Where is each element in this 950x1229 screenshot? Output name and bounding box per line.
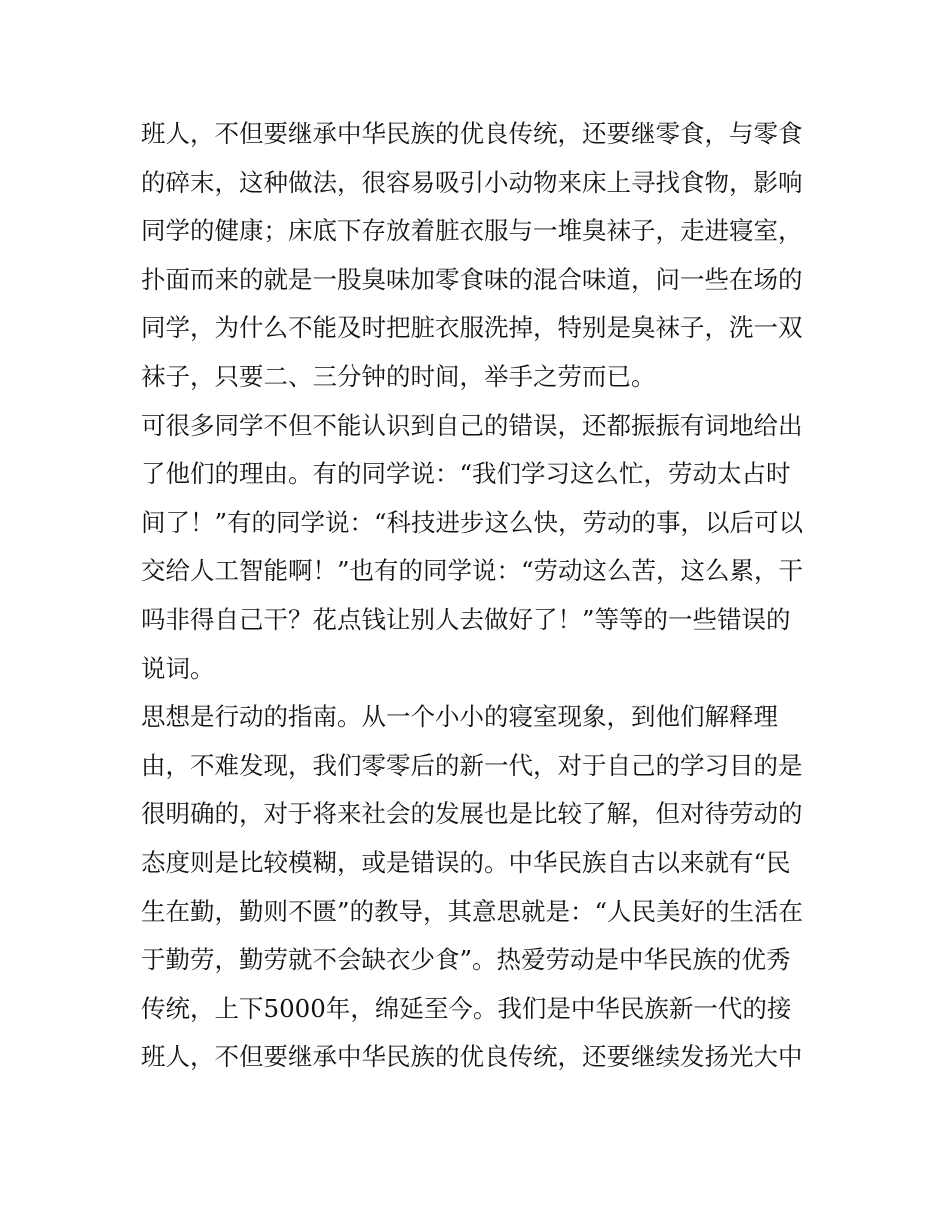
text-line: 的碎末，这种做法，很容易吸引小动物来床上寻找食物，影响 (141, 167, 803, 197)
body-text (141, 110, 821, 1082)
text-line: 可很多同学不但不能认识到自己的错误，还都振振有词地给出 (141, 410, 803, 440)
text-line: 同学，为什么不能及时把脏衣服洗掉，特别是臭袜子，洗一双 (141, 313, 803, 343)
text-line: 传统，上下5000年，绵延至今。我们是中华民族新一代的接 (141, 993, 792, 1023)
text-line: 生在勤，勤则不匮”的教导，其意思就是：“人民美好的生活在 (141, 896, 804, 926)
text-line: 态度则是比较模糊，或是错误的。中华民族自古以来就有“民 (141, 847, 791, 877)
text-line: 间了！”有的同学说：“科技进步这么快，劳动的事，以后可以 (141, 507, 804, 537)
text-line: 交给人工智能啊！”也有的同学说：“劳动这么苦，这么累，干 (141, 556, 804, 586)
text-line: 扑面而来的就是一股臭味加零食味的混合味道，问一些在场的 (141, 264, 803, 294)
text-line: 思想是行动的指南。从一个小小的寝室现象，到他们解释理 (141, 702, 778, 732)
text-line: 了他们的理由。有的同学说：“我们学习这么忙，劳动太占时 (141, 459, 791, 489)
text-line: 由，不难发现，我们零零后的新一代，对于自己的学习目的是 (141, 750, 803, 780)
text-line: 同学的健康；床底下存放着脏衣服与一堆臭袜子，走进寝室， (141, 216, 803, 246)
text-line: 吗非得自己干？花点钱让别人去做好了！”等等的一些错误的 (141, 604, 791, 634)
text-line: 很明确的，对于将来社会的发展也是比较了解，但对待劳动的 (141, 799, 803, 829)
text-line: 班人，不但要继承中华民族的优良传统，还要继零食，与零食 (141, 119, 803, 148)
text-line: 袜子，只要二、三分钟的时间，举手之劳而已。 (141, 361, 656, 391)
text-line: 说词。 (141, 653, 215, 683)
text-line: 班人，不但要继承中华民族的优良传统，还要继续发扬光大中 (141, 1042, 803, 1072)
text-line: 于勤劳，勤劳就不会缺衣少食”。热爱劳动是中华民族的优秀 (141, 945, 791, 975)
